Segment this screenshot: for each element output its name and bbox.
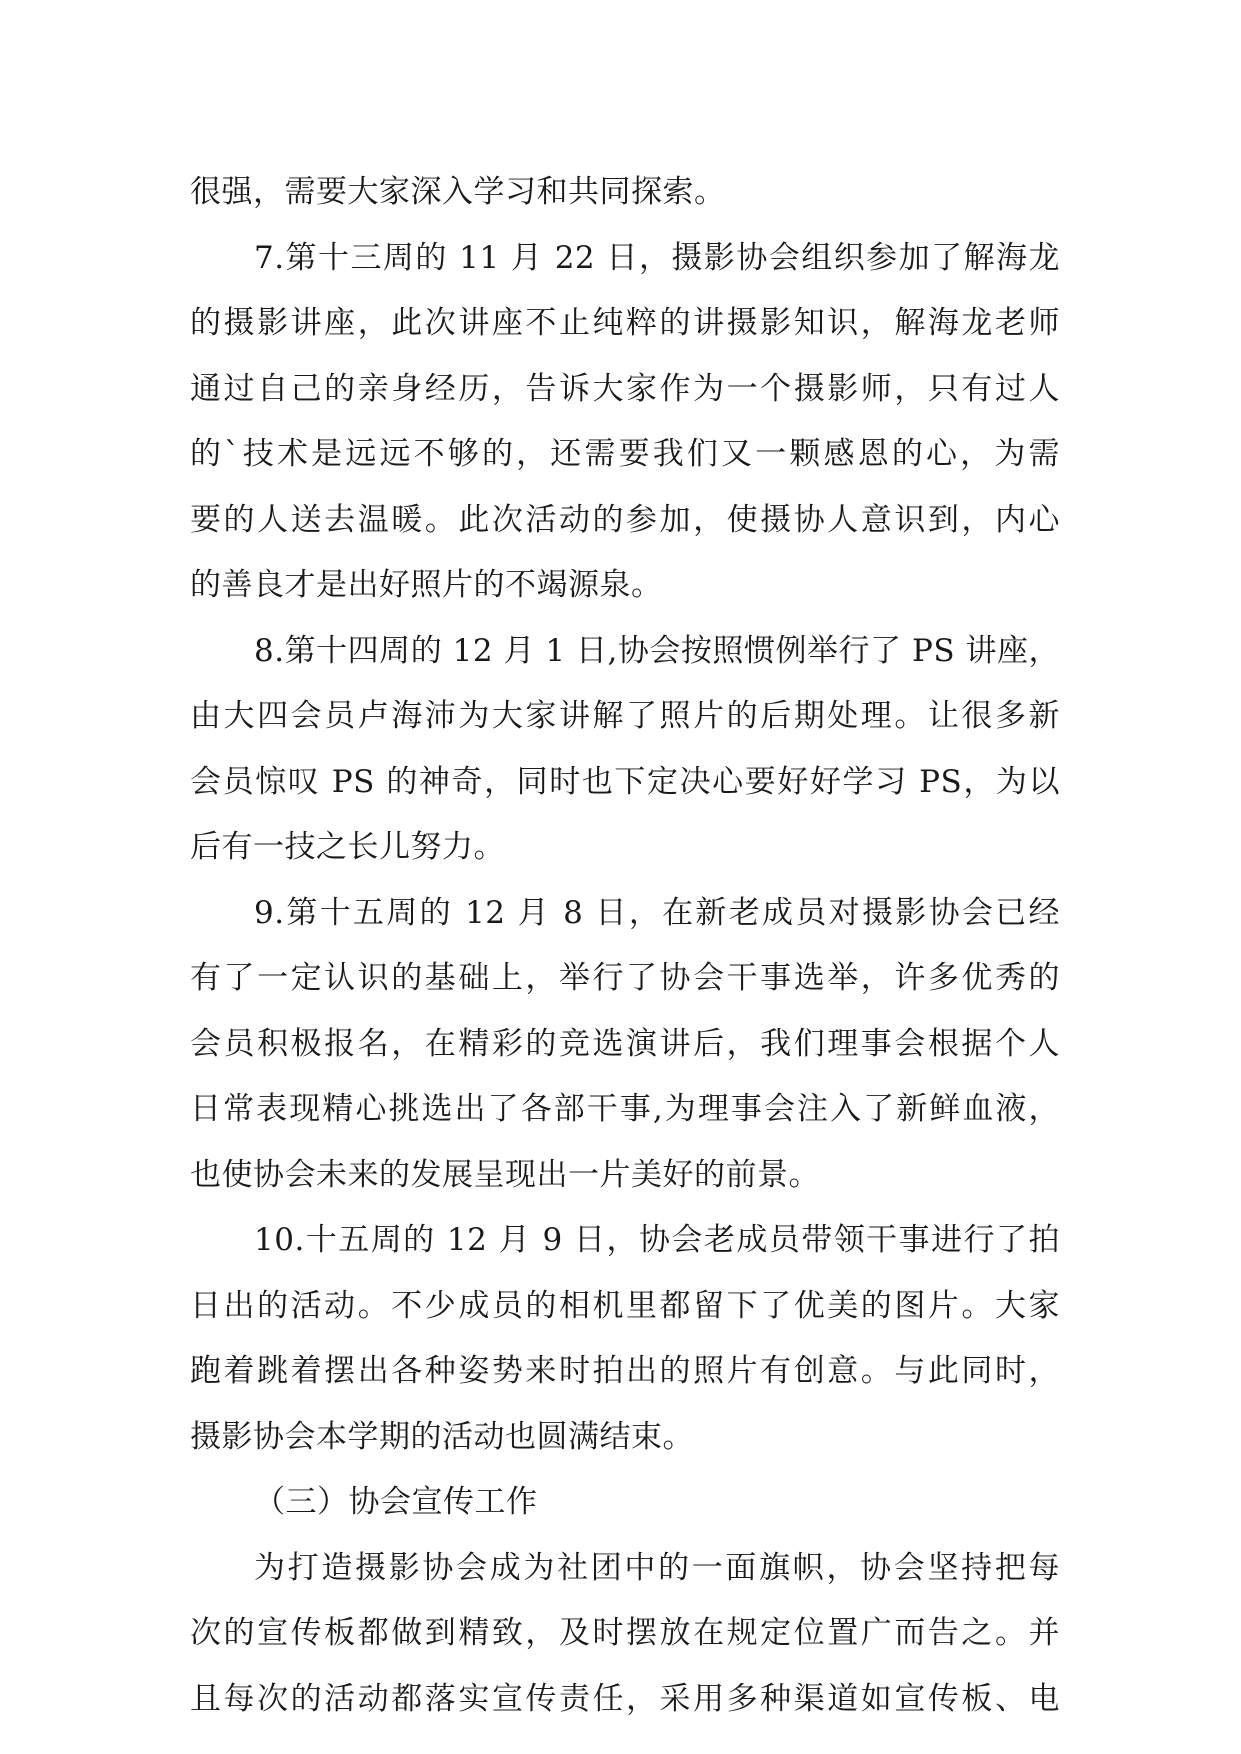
text-line: 为打造摄影协会成为社团中的一面旗帜，协会坚持把每: [254, 1549, 1060, 1586]
text-line: 也使协会未来的发展呈现出一片美好的前景。: [190, 1156, 820, 1193]
text-line: 且每次的活动都落实宣传责任，采用多种渠道如宣传板、电: [190, 1680, 1060, 1717]
text-line: 8.第十四周的 12 月 1 日,协会按照惯例举行了 PS 讲座，: [254, 632, 1060, 669]
text-line: 跑着跳着摆出各种姿势来时拍出的照片有创意。与此同时，: [190, 1353, 1060, 1389]
text-line: 由大四会员卢海沛为大家讲解了照片的后期处理。让很多新: [190, 698, 1060, 734]
text-line: 的`技术是远远不够的，还需要我们又一颗感恩的心，为需: [190, 436, 1060, 472]
text-line: 日常表现精心挑选出了各部干事,为理事会注入了新鲜血液，: [190, 1091, 1060, 1127]
text-line: 的摄影讲座，此次讲座不止纯粹的讲摄影知识，解海龙老师: [190, 305, 1060, 341]
text-line: 会员惊叹 PS 的神奇，同时也下定决心要好好学习 PS，为以: [190, 763, 1061, 800]
text-line: 日出的活动。不少成员的相机里都留下了优美的图片。大家: [190, 1287, 1060, 1324]
text-line: 后有一技之长儿努力。: [190, 829, 505, 865]
text-line: 通过自己的亲身经历，告诉大家作为一个摄影师，只有过人: [190, 370, 1060, 407]
text-line: 摄影协会本学期的活动也圆满结束。: [190, 1418, 694, 1455]
text-line: 次的宣传板都做到精致，及时摆放在规定位置广而告之。并: [190, 1615, 1060, 1651]
text-line: 要的人送去温暖。此次活动的参加，使摄协人意识到，内心: [190, 501, 1060, 538]
text-line: 9.第十五周的 12 月 8 日，在新老成员对摄影协会已经: [254, 894, 1060, 931]
section-heading: （三）协会宣传工作: [254, 1484, 538, 1520]
text-line: 有了一定认识的基础上，举行了协会干事选举，许多优秀的: [190, 960, 1060, 996]
body-text: [190, 160, 1060, 1732]
text-line: 10.十五周的 12 月 9 日，协会老成员带领干事进行了拍: [254, 1222, 1060, 1258]
text-line: 7.第十三周的 11 月 22 日，摄影协会组织参加了解海龙: [254, 239, 1060, 276]
text-line: 会员积极报名，在精彩的竞选演讲后，我们理事会根据个人: [190, 1025, 1060, 1062]
text-line: 很强，需要大家深入学习和共同探索。: [190, 174, 726, 210]
text-line: 的善良才是出好照片的不竭源泉。: [190, 567, 663, 603]
